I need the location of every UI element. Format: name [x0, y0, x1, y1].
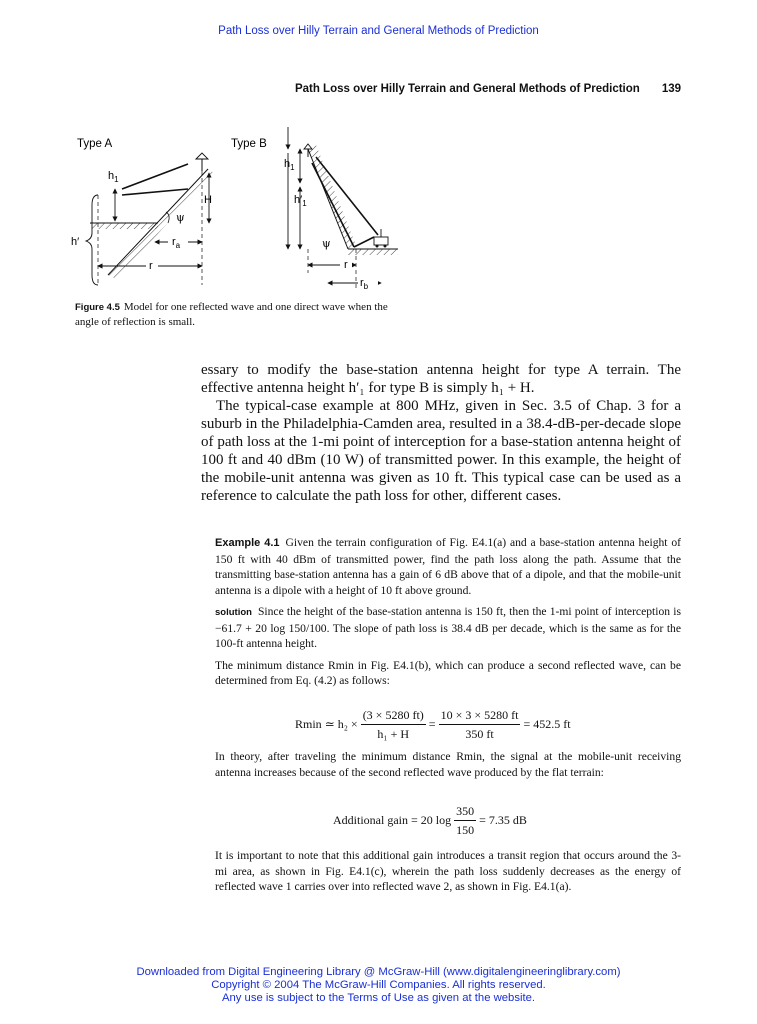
type-a-ground-hatch	[90, 223, 158, 229]
body-paragraph-2: The typical-case example at 800 MHz, given in Sec. 3.5 of Chap. 3 for a suburb in the Philadelphia-Camden area, resulted in a 38.4-dB-per-decade slope of path loss at the 1-mi point of interception for a base-station antenna height of 100 ft and 40 dBm (10 W) of transmitted power. In this example, the height of the mobile-unit antenna was given as 10 ft. This typical case can be used as a reference to calculate the path loss for other, different cases.	[201, 398, 681, 504]
solution-label: solution	[215, 607, 252, 618]
footer-line-3[interactable]: Any use is subject to the Terms of Use as given at the website.	[221, 992, 536, 1004]
eq1-result: = 452.5 ft	[523, 716, 571, 731]
eq2-fraction: $\frac{350}{150}$	[456, 804, 475, 837]
type-b-diagram	[284, 127, 398, 291]
footer-line-2: Copyright © 2004 The McGraw-Hill Companies. All rights reserved.	[211, 979, 546, 991]
theory-paragraph: In theory, after traveling the minimum distance Rmin, the signal at the mobile-unit receiving antenna increases because of the second reflected wave produced by the flat terrain:	[215, 750, 681, 779]
type-a-hprime-brace	[86, 195, 98, 285]
type-a-psi-label: ψ	[176, 211, 185, 224]
type-b-rb-label: $r_b$	[360, 277, 369, 291]
example-statement	[215, 535, 681, 598]
footer	[0, 966, 757, 1005]
type-b-psi-label: ψ	[322, 237, 331, 250]
eq1-fraction-1: $\frac{(3 \times 5280 ft)}{\text{h₁ + H}}$	[362, 708, 424, 741]
running-title: Path Loss over Hilly Terrain and General Methods of Prediction	[294, 83, 640, 95]
example-text: Given the terrain configuration of Fig. E4.1(a) and a base-station antenna height of 150 ft with 40 dBm of transmitted power, find the path loss along the path. Assume that the transmitting base-station antenna has a gain of 6 dB above that of a dipole, and that the mobile-unit antenna is a dipole with a height of 10 ft above ground.	[215, 536, 682, 597]
type-a-diagram	[71, 153, 214, 285]
eq1-fraction-2: $\frac{10 \times 3 \times 5280 ft}{350 ft}$	[440, 708, 519, 741]
example-block	[215, 535, 681, 689]
eq1-equals: =	[428, 716, 436, 731]
type-b-floor-hatch	[348, 249, 398, 255]
figure-caption-text: Model for one reflected wave and one direct wave when the angle of reflection is small.	[75, 301, 388, 328]
type-b-mobile-icon	[374, 237, 388, 245]
equation-rmin	[295, 708, 615, 742]
top-link-title[interactable]: Path Loss over Hilly Terrain and General Methods of Prediction	[218, 25, 539, 37]
example-label: Example 4.1	[215, 537, 280, 549]
equation-additional-gain	[333, 804, 593, 838]
type-a-H-label: H	[204, 194, 212, 206]
type-a-direct-ray	[122, 164, 188, 189]
type-a-h1-label: $h_1$	[108, 170, 119, 184]
solution-text: Since the height of the base-station antenna is 150 ft, then the 1-mi point of interception is −61.7 + 20 log 150/100. The slope of path loss is 38.4 dB per decade, which is the same as for the 100-ft antenna height.	[215, 605, 681, 650]
type-a-label: Type A	[77, 138, 113, 150]
figure-caption-label: Figure 4.5	[75, 302, 120, 313]
page-number: 139	[661, 83, 681, 95]
type-a-r-label: r	[149, 260, 153, 272]
eq2-lhs: Additional gain = 20 log	[333, 812, 452, 827]
type-b-h1prime-label: $h'_1$	[294, 194, 307, 208]
type-b-reflected-ray-1	[312, 163, 354, 247]
type-b-slope-line	[308, 149, 348, 249]
footer-line-1[interactable]: Downloaded from Digital Engineering Library @ McGraw-Hill (www.digitalengineeringlibrary.com)	[136, 966, 621, 978]
type-a-hprime-label: h′	[71, 236, 80, 248]
type-a-reflected-ray	[122, 189, 188, 195]
theory-block	[215, 749, 681, 780]
type-b-r-label: r	[344, 259, 348, 271]
type-b-reflected-ray-2	[354, 237, 374, 247]
closing-paragraph: It is important to note that this additional gain introduces a transit region that occurs around the 3-mi area, as shown in Fig. E4.1(c), wherein the path loss suddenly decreases as the energy of reflected wave 1 carries over into reflected wave 2, as shown in Fig. E4.1(a).	[215, 849, 681, 893]
eq2-result: = 7.35 dB	[479, 812, 527, 827]
figure-caption	[75, 300, 405, 329]
type-b-h1-label: $h_1$	[284, 158, 295, 172]
type-a-ra-label: $r_a$	[172, 236, 181, 250]
body-text	[201, 361, 681, 505]
eq1-lhs: Rmin ≃ h₂ ×	[295, 716, 358, 731]
figure-4-5	[68, 125, 408, 295]
running-head	[295, 83, 681, 95]
type-a-antenna-icon	[196, 153, 208, 159]
closing-block	[215, 848, 681, 895]
body-paragraph-1: essary to modify the base-station antenna height for type A terrain. The effective antenna height h′₁ for type B is simply h₁ + H.	[201, 362, 681, 396]
solution-paragraph	[215, 604, 681, 652]
rmin-paragraph: The minimum distance Rmin in Fig. E4.1(b), which can produce a second reflected wave, can be determined from Eq. (4.2) as follows:	[215, 658, 681, 687]
type-b-label: Type B	[231, 138, 267, 150]
